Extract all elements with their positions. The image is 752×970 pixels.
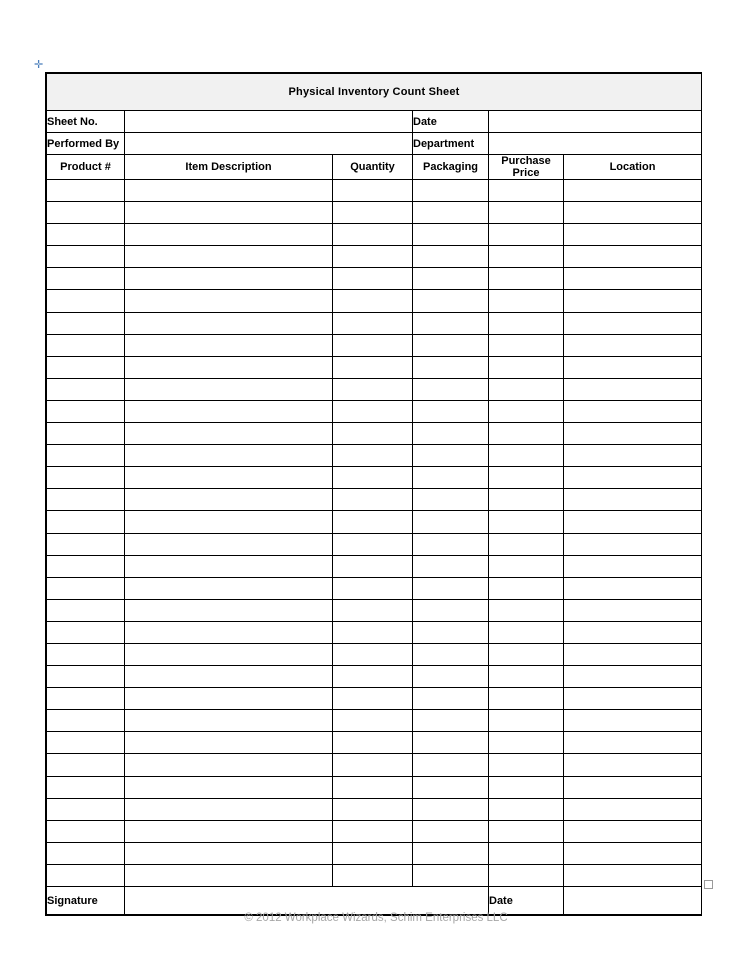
table-cell[interactable] [47,467,125,489]
table-cell[interactable] [489,621,564,643]
table-row [47,710,702,732]
meta-row-2 [47,133,702,155]
table-cell[interactable] [47,577,125,599]
table-cell[interactable] [564,423,702,445]
table-row [47,798,702,820]
table-cell[interactable] [489,599,564,621]
table-cell[interactable] [489,246,564,268]
table-cell[interactable] [125,467,333,489]
table-cell[interactable] [489,688,564,710]
table-cell[interactable] [125,202,333,224]
table-row [47,621,702,643]
sheet-no-label: Sheet No. [47,111,125,133]
table-cell[interactable] [47,643,125,665]
table-cell[interactable] [125,754,333,776]
table-cell[interactable] [413,511,489,533]
table-cell[interactable] [413,312,489,334]
table-row [47,555,702,577]
table-cell[interactable] [489,467,564,489]
table-cell[interactable] [489,268,564,290]
table-cell[interactable] [47,842,125,864]
table-cell[interactable] [564,180,702,202]
table-cell[interactable] [489,820,564,842]
table-cell[interactable] [489,224,564,246]
page-title: Physical Inventory Count Sheet [47,74,702,111]
table-cell[interactable] [489,202,564,224]
inventory-count-sheet [45,72,702,916]
table-cell[interactable] [333,621,413,643]
table-cell[interactable] [413,555,489,577]
table-cell[interactable] [489,776,564,798]
table-cell[interactable] [413,224,489,246]
table-cell[interactable] [47,268,125,290]
table-cell[interactable] [333,820,413,842]
table-cell[interactable] [125,224,333,246]
table-cell[interactable] [125,400,333,422]
signature-row [47,887,702,915]
table-cell[interactable] [413,577,489,599]
table-cell[interactable] [125,356,333,378]
table-cell[interactable] [125,666,333,688]
footer-copyright: © 2012 Workplace Wizards, Schim Enterprises LLC [244,912,508,924]
table-cell[interactable] [125,423,333,445]
table-cell[interactable] [333,246,413,268]
table-cell[interactable] [489,290,564,312]
table-cell[interactable] [564,577,702,599]
table-cell[interactable] [564,710,702,732]
table-cell[interactable] [125,842,333,864]
table-row [47,356,702,378]
table-cell[interactable] [564,688,702,710]
table-cell[interactable] [564,356,702,378]
table-cell[interactable] [333,776,413,798]
table-row [47,467,702,489]
table-cell[interactable] [125,334,333,356]
table-cell[interactable] [564,820,702,842]
table-cell[interactable] [489,710,564,732]
table-cell[interactable] [413,533,489,555]
table-cell[interactable] [333,710,413,732]
table-cell[interactable] [564,290,702,312]
table-cell[interactable] [564,268,702,290]
table-cell[interactable] [47,555,125,577]
table-cell[interactable] [564,511,702,533]
table-row [47,643,702,665]
inventory-table [46,73,702,915]
table-cell[interactable] [413,798,489,820]
table-cell[interactable] [333,334,413,356]
table-cell[interactable] [413,423,489,445]
table-cell[interactable] [125,489,333,511]
table-row [47,202,702,224]
signature-date-field[interactable] [564,887,702,915]
table-cell[interactable] [489,864,564,886]
table-cell[interactable] [333,533,413,555]
table-cell[interactable] [489,400,564,422]
move-handle-icon[interactable]: ✛ [34,59,44,71]
table-cell[interactable] [413,268,489,290]
table-cell[interactable] [125,798,333,820]
table-cell[interactable] [333,400,413,422]
column-header-purchase-price: Purchase Price [489,155,564,180]
table-row [47,334,702,356]
table-cell[interactable] [564,555,702,577]
table-cell[interactable] [47,400,125,422]
table-cell[interactable] [125,820,333,842]
table-cell[interactable] [333,489,413,511]
table-cell[interactable] [47,511,125,533]
table-cell[interactable] [333,445,413,467]
table-row [47,842,702,864]
table-cell[interactable] [413,180,489,202]
signature-date-label: Date [489,887,564,915]
table-cell[interactable] [564,533,702,555]
table-row [47,820,702,842]
table-row [47,511,702,533]
table-cell[interactable] [47,312,125,334]
table-cell[interactable] [564,864,702,886]
table-cell[interactable] [489,334,564,356]
table-cell[interactable] [564,312,702,334]
table-cell[interactable] [47,688,125,710]
table-row [47,599,702,621]
table-cell[interactable] [125,290,333,312]
entry-rows [47,180,702,887]
table-cell[interactable] [413,732,489,754]
table-cell[interactable] [333,666,413,688]
table-cell[interactable] [413,400,489,422]
table-cell[interactable] [413,290,489,312]
table-cell[interactable] [564,798,702,820]
table-cell[interactable] [333,555,413,577]
column-header-location: Location [564,155,702,180]
table-row [47,445,702,467]
table-cell[interactable] [333,268,413,290]
table-cell[interactable] [564,378,702,400]
table-cell[interactable] [47,776,125,798]
table-cell[interactable] [413,820,489,842]
table-cell[interactable] [489,577,564,599]
table-cell[interactable] [125,710,333,732]
date-label: Date [413,111,489,133]
table-cell[interactable] [489,423,564,445]
table-cell[interactable] [333,688,413,710]
table-row [47,246,702,268]
table-cell[interactable] [125,732,333,754]
table-cell[interactable] [125,621,333,643]
table-cell[interactable] [413,643,489,665]
table-cell[interactable] [413,754,489,776]
table-cell[interactable] [489,842,564,864]
table-cell[interactable] [125,511,333,533]
title-row [47,74,702,111]
table-cell[interactable] [489,533,564,555]
table-row [47,312,702,334]
table-cell[interactable] [47,246,125,268]
table-row [47,423,702,445]
table-cell[interactable] [564,445,702,467]
table-row [47,732,702,754]
table-cell[interactable] [125,312,333,334]
table-cell[interactable] [489,180,564,202]
performed-by-label: Performed By [47,133,125,155]
table-cell[interactable] [413,356,489,378]
table-cell[interactable] [47,864,125,886]
meta-row-1 [47,111,702,133]
table-cell[interactable] [47,180,125,202]
column-header-row [47,155,702,180]
table-cell[interactable] [125,688,333,710]
table-cell[interactable] [47,334,125,356]
table-row [47,180,702,202]
table-cell[interactable] [413,246,489,268]
table-cell[interactable] [489,378,564,400]
table-cell[interactable] [125,643,333,665]
table-row [47,688,702,710]
table-cell[interactable] [47,202,125,224]
table-cell[interactable] [47,820,125,842]
table-cell[interactable] [47,224,125,246]
table-cell[interactable] [333,423,413,445]
column-header-packaging: Packaging [413,155,489,180]
table-row [47,224,702,246]
table-row [47,776,702,798]
table-cell[interactable] [47,798,125,820]
table-cell[interactable] [125,599,333,621]
column-header-item-description: Item Description [125,155,333,180]
column-header-quantity: Quantity [333,155,413,180]
table-cell[interactable] [125,555,333,577]
table-cell[interactable] [413,710,489,732]
table-cell[interactable] [413,599,489,621]
department-field[interactable] [489,133,702,155]
signature-label: Signature [47,887,125,915]
table-cell[interactable] [125,378,333,400]
table-row [47,533,702,555]
table-cell[interactable] [413,202,489,224]
table-cell[interactable] [333,224,413,246]
table-cell[interactable] [413,776,489,798]
table-cell[interactable] [333,754,413,776]
table-cell[interactable] [489,643,564,665]
table-cell[interactable] [564,246,702,268]
table-row [47,754,702,776]
table-cell[interactable] [47,754,125,776]
table-row [47,378,702,400]
table-cell[interactable] [47,732,125,754]
table-cell[interactable] [564,643,702,665]
table-cell[interactable] [489,489,564,511]
table-cell[interactable] [564,776,702,798]
table-cell[interactable] [47,378,125,400]
table-cell[interactable] [413,842,489,864]
table-cell[interactable] [333,378,413,400]
department-label: Department [413,133,489,155]
table-cell[interactable] [47,710,125,732]
table-cell[interactable] [564,467,702,489]
table-cell[interactable] [413,688,489,710]
table-cell[interactable] [564,666,702,688]
table-cell[interactable] [125,268,333,290]
table-cell[interactable] [125,445,333,467]
table-cell[interactable] [333,356,413,378]
table-cell[interactable] [564,599,702,621]
signature-field[interactable] [125,887,489,915]
table-cell[interactable] [333,798,413,820]
table-cell[interactable] [489,555,564,577]
table-row [47,864,702,886]
column-header-product-number: Product # [47,155,125,180]
table-cell[interactable] [47,666,125,688]
table-cell[interactable] [333,511,413,533]
table-cell[interactable] [333,467,413,489]
table-row [47,489,702,511]
table-row [47,268,702,290]
table-cell[interactable] [333,290,413,312]
table-cell[interactable] [413,467,489,489]
table-cell[interactable] [333,864,413,886]
table-cell[interactable] [489,511,564,533]
table-cell[interactable] [47,489,125,511]
table-cell[interactable] [489,666,564,688]
table-cell[interactable] [413,621,489,643]
table-cell[interactable] [413,334,489,356]
table-cell[interactable] [333,180,413,202]
table-cell[interactable] [413,378,489,400]
table-cell[interactable] [125,776,333,798]
table-row [47,666,702,688]
table-cell[interactable] [564,621,702,643]
table-cell[interactable] [413,666,489,688]
table-cell[interactable] [413,445,489,467]
table-cell[interactable] [333,599,413,621]
table-row [47,400,702,422]
table-cell[interactable] [125,577,333,599]
table-cell[interactable] [47,290,125,312]
table-row [47,290,702,312]
table-cell[interactable] [489,732,564,754]
table-cell[interactable] [47,533,125,555]
table-cell[interactable] [489,754,564,776]
performed-by-field[interactable] [125,133,413,155]
table-cell[interactable] [564,489,702,511]
table-cell[interactable] [333,643,413,665]
table-cell[interactable] [333,577,413,599]
table-cell[interactable] [47,599,125,621]
table-cell[interactable] [333,312,413,334]
table-cell[interactable] [333,732,413,754]
table-cell[interactable] [489,356,564,378]
table-cell[interactable] [564,334,702,356]
table-cell[interactable] [47,356,125,378]
table-cell[interactable] [333,842,413,864]
table-cell[interactable] [125,180,333,202]
date-field[interactable] [489,111,702,133]
table-cell[interactable] [564,224,702,246]
table-cell[interactable] [489,798,564,820]
table-cell[interactable] [47,621,125,643]
table-row [47,577,702,599]
table-cell[interactable] [125,864,333,886]
table-cell[interactable] [47,445,125,467]
sheet-no-field[interactable] [125,111,413,133]
table-cell[interactable] [564,400,702,422]
table-cell[interactable] [564,754,702,776]
table-cell[interactable] [125,533,333,555]
table-cell[interactable] [489,312,564,334]
table-cell[interactable] [47,423,125,445]
table-cell[interactable] [413,864,489,886]
resize-handle[interactable] [704,880,713,889]
table-cell[interactable] [489,445,564,467]
table-cell[interactable] [125,246,333,268]
table-cell[interactable] [564,842,702,864]
table-cell[interactable] [564,202,702,224]
table-cell[interactable] [413,489,489,511]
table-cell[interactable] [333,202,413,224]
table-cell[interactable] [564,732,702,754]
